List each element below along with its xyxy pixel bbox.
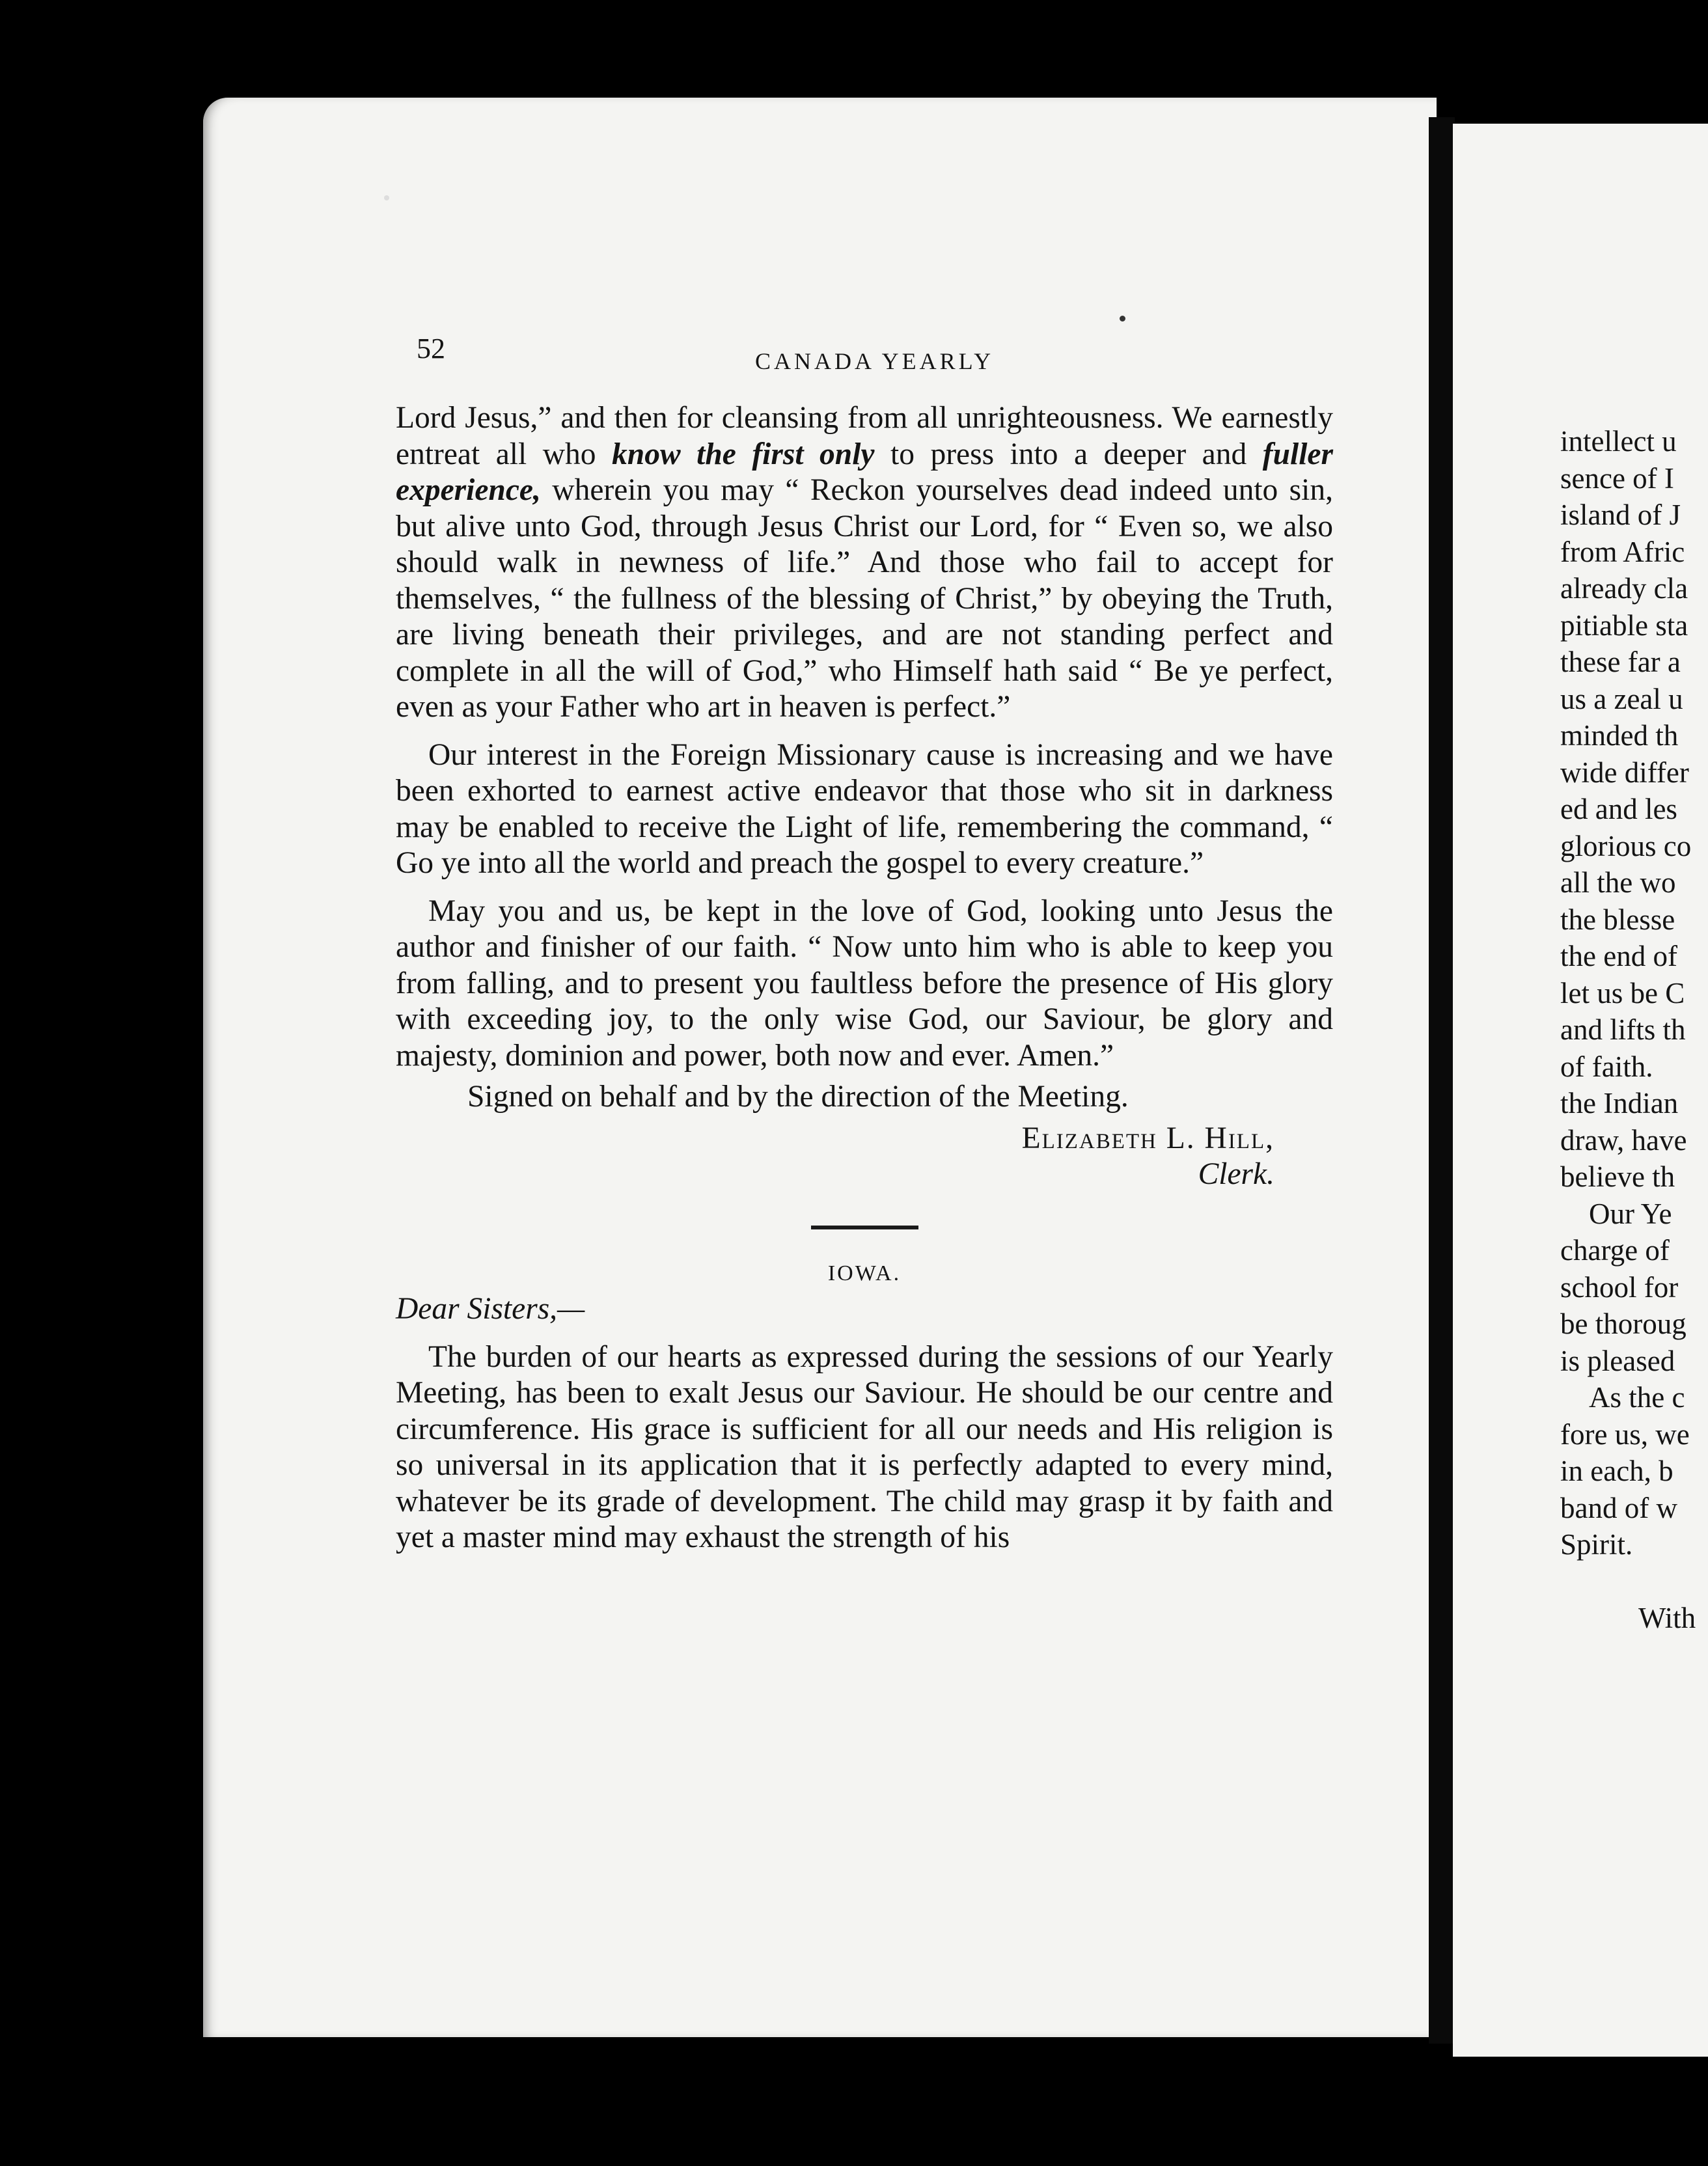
paragraph-benediction: May you and us, be kept in the love of God, looking unto Jesus the author and finisher of our faith. “ Now unto him who is able to keep you from falling, and to present you faultless before the presence of His glory with exceeding joy, to the only wise God, our Saviour, be glory and majesty, dominion and power, both now and ever. Amen.”	[396, 894, 1333, 1073]
right-page-line: is pleased	[1560, 1344, 1675, 1377]
paragraph-continuation	[396, 400, 1333, 726]
right-page-line: Spirit.	[1560, 1528, 1633, 1561]
right-page-line: all the wo	[1560, 866, 1676, 899]
emphasis-text: fuller experience,	[396, 437, 1333, 507]
emphasis-text: know the first only	[612, 437, 875, 471]
right-page-line: these far a	[1560, 646, 1681, 678]
right-page-line: and lifts th	[1560, 1013, 1686, 1046]
signature-title: Clerk.	[1198, 1157, 1274, 1191]
right-page-line: draw, have	[1560, 1123, 1687, 1157]
right-page-line: be thoroug	[1560, 1308, 1687, 1340]
right-page-line: With	[1638, 1602, 1696, 1634]
right-page-line: already cla	[1560, 572, 1688, 605]
paragraph-missionary: Our interest in the Foreign Missionary cause is increasing and we have been exhorted to earnest active endeavor that those who sit in darkness may be enabled to receive the Light of life, remembering the command, “ Go ye into all the world and preach the gospel to every creature.”	[396, 737, 1333, 880]
right-page-line: ed and les	[1560, 793, 1677, 825]
text-run: to press into a deeper and	[874, 437, 1263, 471]
right-page-line: wide differ	[1560, 756, 1689, 789]
signature-name: Elizabeth L. Hill,	[1021, 1121, 1274, 1155]
page-number: 52	[417, 333, 445, 364]
main-text	[396, 400, 1333, 1556]
right-page-text	[1560, 423, 1708, 1637]
right-page-line: minded th	[1560, 719, 1679, 752]
text-run: wherein you may “ Reckon yourselves dead indeed unto sin, but alive unto God, through Jesus Christ our Lord, for “ Even so, we also should walk in newness of life.” And those who fail to accept for themselves, “ the fullness of the blessing of Christ,” by obeying the Truth, are living beneath their privileges, and are not standing perfect and complete in all the will of God,” who Himself hath said “ Be ye perfect, even as your Father who art in heaven is perfect.”	[396, 473, 1333, 724]
right-page-line: let us be C	[1560, 976, 1685, 1009]
right-page-line	[1560, 1563, 1708, 1600]
page-header	[417, 325, 1360, 377]
right-page-line: fore us, we	[1560, 1418, 1690, 1451]
signed-line: Signed on behalf and by the direction of the Meeting.	[467, 1080, 1129, 1114]
right-page-line: intellect u	[1560, 425, 1677, 458]
salutation: Dear Sisters,—	[396, 1292, 585, 1326]
running-head: CANADA YEARLY	[755, 348, 995, 374]
right-page-line: the end of	[1560, 940, 1677, 972]
text-run: Lord Jesus,” and then for cleansing from all unrighteousness. We earnestly entreat all who	[396, 401, 1333, 471]
right-page-line: charge of	[1560, 1234, 1670, 1267]
right-page-line: sence of I	[1560, 461, 1674, 495]
scan-speck	[1120, 316, 1125, 322]
right-page-line: of faith.	[1560, 1050, 1653, 1083]
paragraph-iowa: The burden of our hearts as expressed during the sessions of our Yearly Meeting, has been to exalt Jesus our Saviour. He should be our centre and circumference. His grace is sufficient for all our needs and His religion is so universal in its application that it is perfectly adapted to every mind, whatever be its grade of development. The child may grasp it by faith and yet a master mind may exhaust the strength of his	[396, 1339, 1333, 1554]
book-gutter	[1429, 117, 1455, 2044]
right-page-line: As the c	[1589, 1381, 1685, 1414]
right-page-line: from Afric	[1560, 535, 1685, 568]
right-page-line: school for	[1560, 1270, 1679, 1304]
right-page-line: us a zeal u	[1560, 682, 1683, 715]
right-page-line: pitiable sta	[1560, 609, 1688, 642]
section-divider	[811, 1226, 918, 1229]
right-page-line: glorious co	[1560, 829, 1692, 862]
scan-speck	[384, 195, 389, 200]
right-page-line: island of J	[1560, 499, 1681, 531]
right-page-line: in each, b	[1560, 1455, 1674, 1487]
right-page-line: band of w	[1560, 1491, 1677, 1524]
right-page-line: the blesse	[1560, 903, 1675, 936]
section-heading: IOWA.	[827, 1261, 902, 1285]
right-page-line: believe th	[1560, 1160, 1675, 1193]
right-page-line: Our Ye	[1589, 1197, 1672, 1230]
right-page-line: the Indian	[1560, 1087, 1679, 1119]
